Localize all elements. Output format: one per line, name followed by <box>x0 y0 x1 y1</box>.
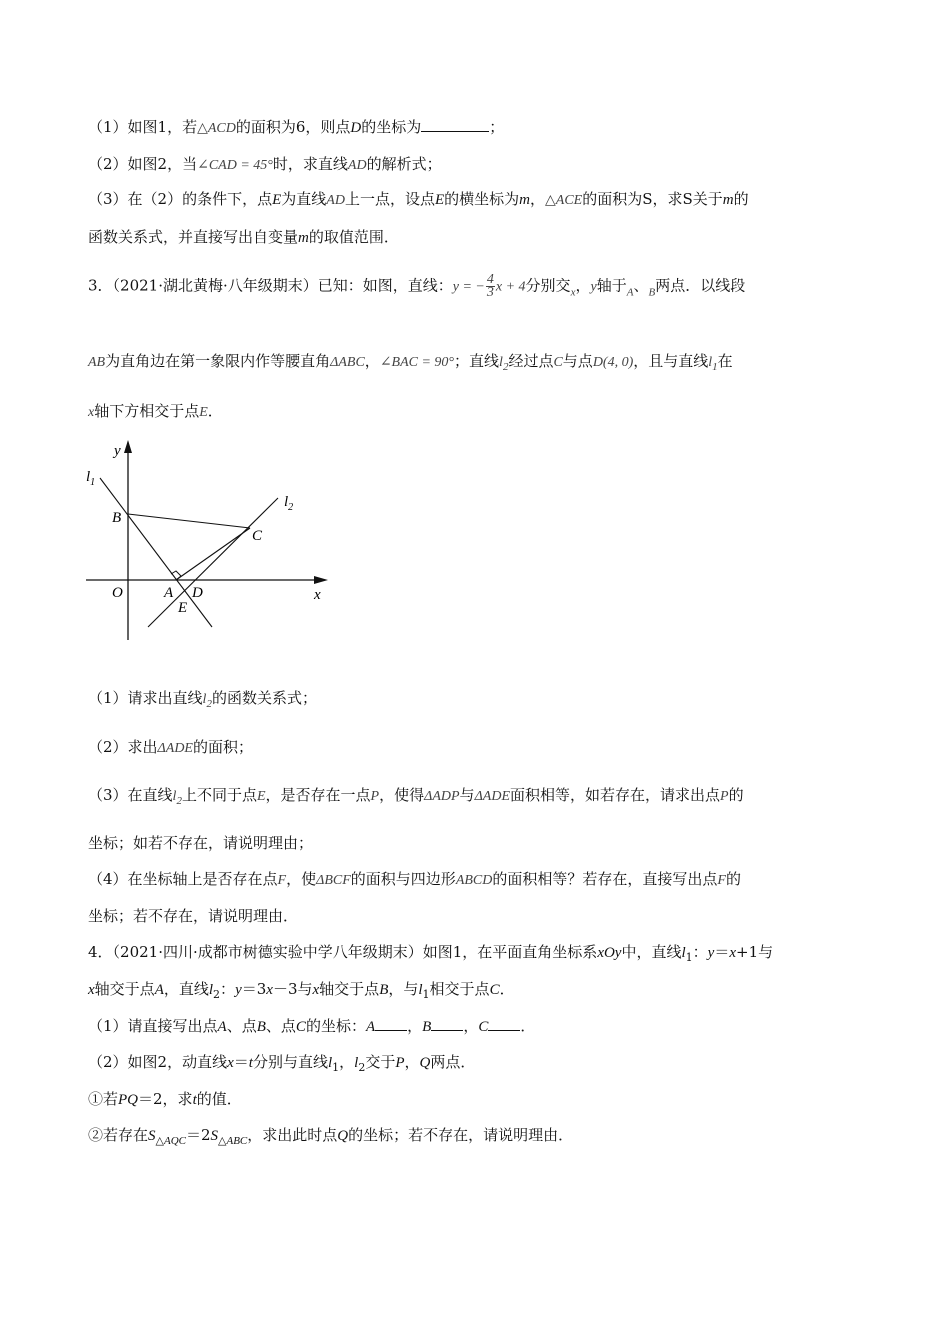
answer-blank-b <box>431 1016 463 1031</box>
answer-blank <box>421 117 489 132</box>
fraction: $\frac{4}{3}$ <box>486 272 494 300</box>
coordinate-figure <box>80 435 340 645</box>
q2-part1: （1）如图1，若△ACD的面积为6，则点D的坐标为 ； <box>88 118 505 136</box>
label-y: y <box>114 443 121 459</box>
q4-sub2: （2）如图2，动直线x＝t分别与直线$l_1$，$l_2$交于P，Q两点． <box>88 1053 476 1074</box>
q3-stem-line2: AB为直角边在第一象限内作等腰直角ΔABC，∠BAC = 90°；直线$l_2$经过点C与点D(4, 0)，且与直线$l_1$在 <box>88 352 733 373</box>
q3-sub2: （2）求出ΔADE的面积； <box>88 738 253 756</box>
label-D: D <box>192 585 203 601</box>
q4-sub2-item2: ②若存在$S_{\triangle AQC}=2S_{\triangle ABC}$，求出此时点Q的坐标；若不存在，请说明理由． <box>88 1126 574 1147</box>
line-l2 <box>148 498 278 627</box>
q4-stem-line1: 4．（2021·四川·成都市树德实验中学八年级期末）如图1，在平面直角坐标系xOy中，直线$l_1$：y＝x+1与 <box>88 943 774 964</box>
segment-bc <box>128 514 250 528</box>
q2-part3-line2: 函数关系式，并直接写出自变量m的取值范围． <box>88 228 399 246</box>
q3-stem-line1: 3．（2021·湖北黄梅·八年级期末）已知：如图，直线：y = − $\frac{4}{3}$ x + 4分别交$_x$，y轴于$_A$、$_B$两点．以线段 <box>88 272 746 300</box>
answer-blank-a <box>375 1016 407 1031</box>
q4-sub1: （1）请直接写出点A、点B、点C的坐标：A ，B ，C ． <box>88 1017 536 1035</box>
segment-ac <box>176 528 250 580</box>
q4-sub2-item1: ①若PQ＝2，求t的值． <box>88 1090 242 1108</box>
q2-part2: （2）如图2，当∠CAD = 45°时，求直线AD的解析式； <box>88 155 442 173</box>
q3-sub1: （1）请求出直线$l_2$的函数关系式； <box>88 689 317 710</box>
label-A: A <box>164 585 174 601</box>
label-E: E <box>178 600 188 616</box>
q3-sub3-line2: 坐标；如若不存在，请说明理由； <box>88 834 314 852</box>
q2-part3-line1: （3）在（2）的条件下，点E为直线AD上一点，设点E的横坐标为m，△ACE的面积为S，求S关于m的 <box>88 190 749 208</box>
label-B: B <box>112 510 122 526</box>
line-l1 <box>100 478 212 627</box>
q4-stem-line2: x轴交于点A，直线$l_2$：y＝3x－3与x轴交于点B，与$l_1$相交于点C． <box>88 980 515 1001</box>
q3-stem-line3: x轴下方相交于点E． <box>88 402 223 420</box>
label-l2: $l_2$ <box>284 494 294 513</box>
q3-sub4-line1: （4）在坐标轴上是否存在点F，使ΔBCF的面积与四边形ABCD的面积相等？若存在，直接写出点F的 <box>88 870 741 888</box>
q3-sub3-line1: （3）在直线$l_2$上不同于点E，是否存在一点P，使得ΔADP与ΔADE面积相等，如若存在，请求出点P的 <box>88 786 744 807</box>
q3-sub4-line2: 坐标；若不存在，请说明理由． <box>88 907 299 925</box>
label-C: C <box>252 528 263 544</box>
answer-blank-c <box>488 1016 520 1031</box>
x-axis-arrow <box>314 576 328 584</box>
label-x: x <box>314 587 321 603</box>
label-l1: $l_1$ <box>86 469 96 488</box>
y-axis-arrow <box>124 440 132 453</box>
label-O: O <box>112 585 123 601</box>
